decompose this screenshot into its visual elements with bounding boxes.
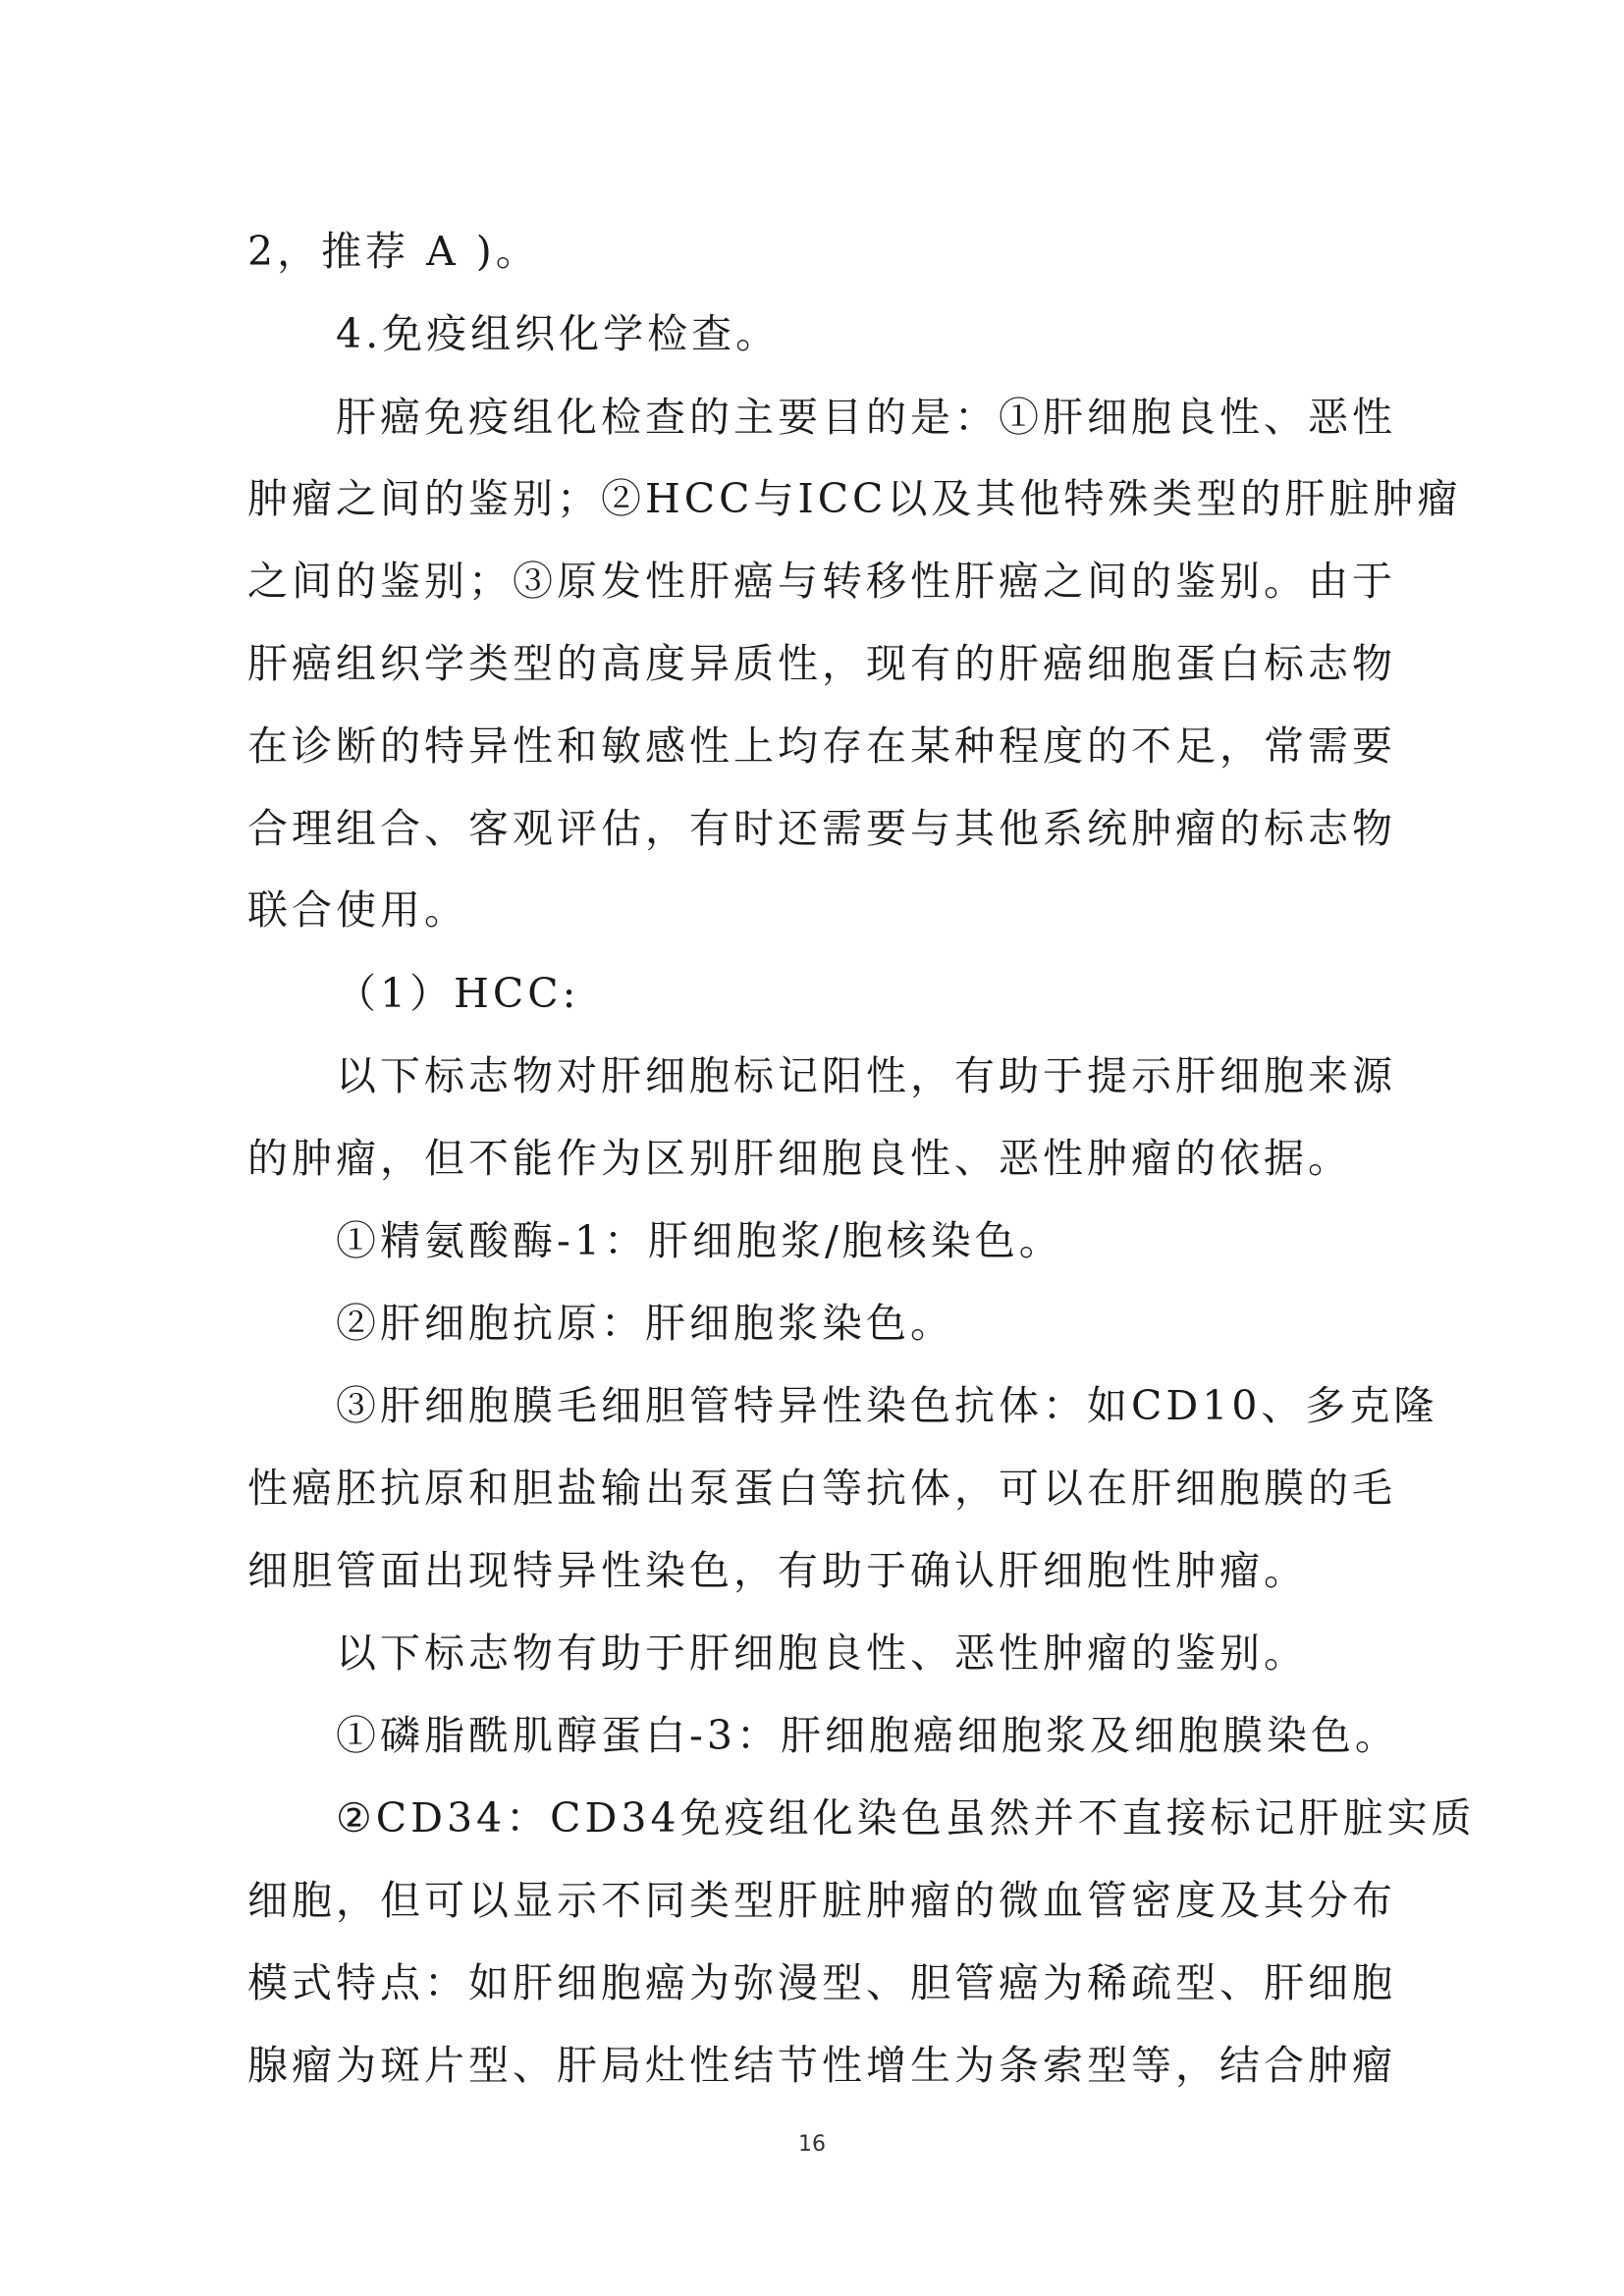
text-line-5: 之间的鉴别；③原发性肝癌与转移性肝癌之间的鉴别。由于 — [247, 558, 1396, 605]
text-line-11: 以下标志物对肝细胞标记阳性，有助于提示肝细胞来源 — [336, 1052, 1396, 1099]
text-line-8: 合理组合、客观评估，有时还需要与其他系统肿瘤的标志物 — [247, 805, 1396, 852]
text-line-4: 肿瘤之间的鉴别；②HCC与ICC以及其他特殊类型的肝脏肿瘤 — [247, 475, 1462, 522]
list-item: ①磷脂酰肌醇蛋白-3：肝细胞癌细胞浆及细胞膜染色。 — [336, 1712, 1399, 1759]
list-item: ②肝细胞抗原：肝细胞浆染色。 — [336, 1300, 954, 1347]
list-item: ③肝细胞膜毛细胆管特异性染色抗体：如CD10、多克隆 — [336, 1382, 1438, 1429]
text-line-16: 性癌胚抗原和胆盐输出泵蛋白等抗体，可以在肝细胞膜的毛 — [247, 1465, 1396, 1512]
subsection-heading: （1）HCC: — [336, 970, 580, 1017]
text-line-9: 联合使用。 — [247, 886, 468, 934]
text-line-17: 细胆管面出现特异性染色，有助于确认肝细胞性肿瘤。 — [247, 1547, 1308, 1594]
text-line-18: 以下标志物有助于肝细胞良性、恶性肿瘤的鉴别。 — [336, 1629, 1308, 1677]
page-number: 16 — [798, 2132, 826, 2157]
section-heading: 4.免疫组织化学检查。 — [336, 310, 781, 357]
text-line-23: 腺瘤为斑片型、肝局灶性结节性增生为条索型等，结合肿瘤 — [247, 2042, 1396, 2089]
text-line-22: 模式特点：如肝细胞癌为弥漫型、胆管癌为稀疏型、肝细胞 — [247, 1959, 1396, 2006]
text-line-7: 在诊断的特异性和敏感性上均存在某种程度的不足，常需要 — [247, 722, 1396, 770]
text-line-1: 2，推荐 A )。 — [247, 228, 540, 275]
text-line-6: 肝癌组织学类型的高度异质性，现有的肝癌细胞蛋白标志物 — [247, 640, 1396, 687]
text-line-3: 肝癌免疫组化检查的主要目的是：①肝细胞良性、恶性 — [336, 394, 1396, 441]
text-line-21: 细胞，但可以显示不同类型肝脏肿瘤的微血管密度及其分布 — [247, 1877, 1396, 1924]
list-item: ①精氨酸酶-1：肝细胞浆/胞核染色。 — [336, 1217, 1063, 1264]
text-line-12: 的肿瘤，但不能作为区别肝细胞良性、恶性肿瘤的依据。 — [247, 1135, 1352, 1182]
list-item: ②CD34：CD34免疫组化染色虽然并不直接标记肝脏实质 — [336, 1794, 1476, 1842]
